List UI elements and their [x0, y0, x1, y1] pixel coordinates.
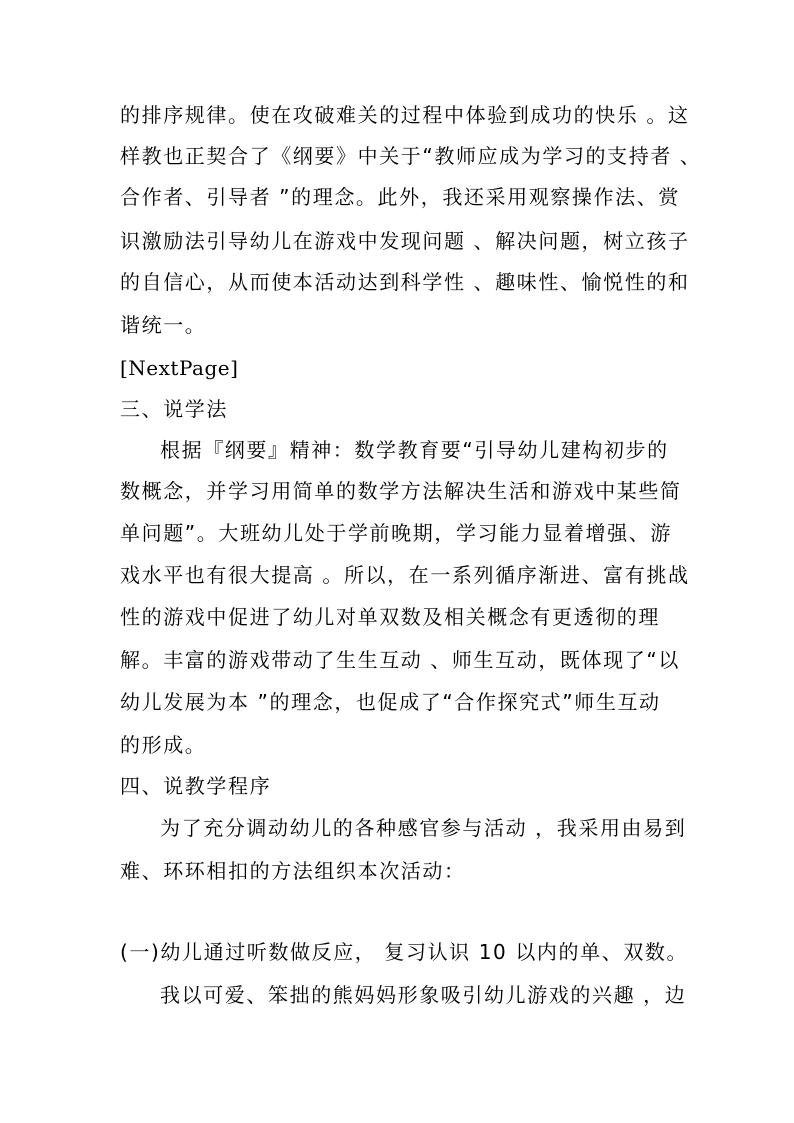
section-heading: 四、说教学程序: [120, 774, 272, 798]
text-line: 解。丰富的游戏带动了生生互动 、师生互动，既体现了“以: [120, 648, 680, 672]
text-line: 戏水平也有很大提高 。所以，在一系列循序渐进、富有挑战: [120, 563, 690, 587]
text-line: 为了充分调动幼儿的各种感官参与活动 ，我采用由易到: [160, 816, 687, 840]
text-line: 我以可爱、笨拙的熊妈妈形象吸引幼儿游戏的兴趣 ，边: [160, 983, 687, 1007]
text-line: 单问题”。大班幼儿处于学前晚期，学习能力显着增强、游: [120, 521, 672, 545]
text-line: 的形成。: [120, 733, 207, 757]
text-line: 的排序规律。使在攻破难关的过程中体验到成功的快乐 。这: [120, 103, 690, 127]
text-line: 识激励法引导幼儿在游戏中发现问题 、解决问题，树立孩子: [120, 229, 690, 253]
text-line: 样教也正契合了《纲要》中关于“教师应成为学习的支持者 、: [120, 144, 702, 168]
text-line: 的自信心，从而使本活动达到科学性 、趣味性、愉悦性的和: [120, 270, 690, 294]
text-line: 合作者、引导者 ”的理念。此外，我还采用观察操作法、赏: [120, 185, 680, 209]
text-line: 谐统一。: [120, 313, 207, 337]
section-heading: 三、说学法: [120, 397, 228, 421]
subsection-heading: (一)幼儿通过听数做反应， 复习认识 10 以内的单、双数。: [120, 940, 689, 964]
text-line: 难、环环相扣的方法组织本次活动：: [120, 859, 466, 883]
text-line: 数概念，并学习用简单的数学方法解决生活和游戏中某些简: [120, 479, 682, 503]
page-marker: [NextPage]: [120, 356, 239, 380]
text-line: 幼儿发展为本 ”的理念，也促成了“合作探究式”师生互动: [120, 690, 661, 714]
text-line: 根据『纲要』精神：数学教育要“引导幼儿建构初步的: [160, 438, 669, 462]
text-line: 性的游戏中促进了幼儿对单双数及相关概念有更透彻的理: [120, 605, 660, 629]
